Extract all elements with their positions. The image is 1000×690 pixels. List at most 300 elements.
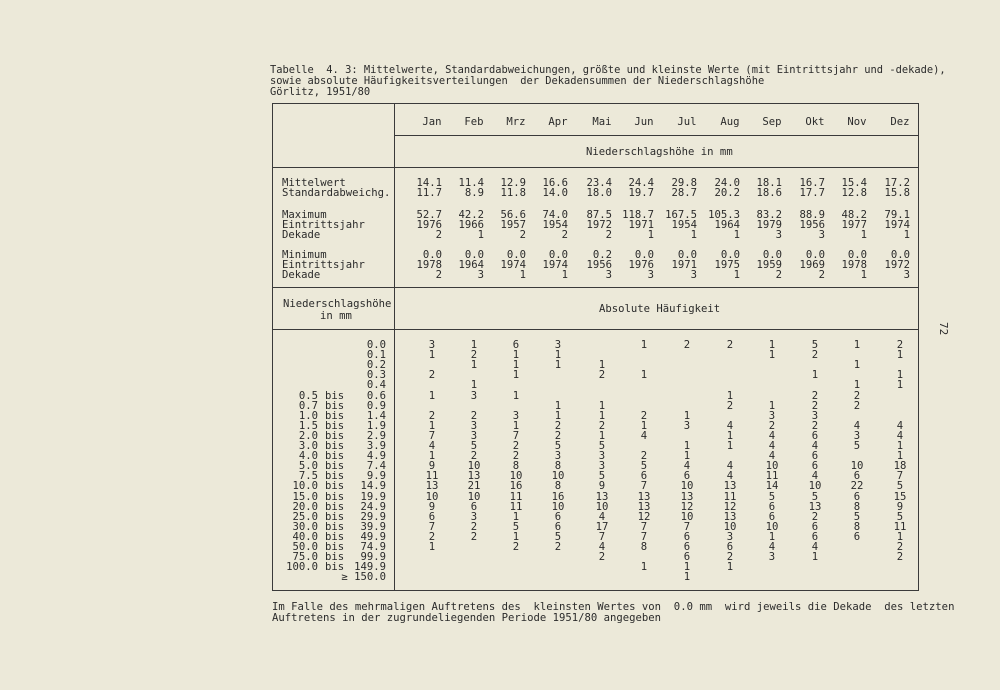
frequency-count: 12 bbox=[680, 501, 694, 513]
frequency-count: 2 bbox=[811, 400, 819, 412]
frequency-count: 5 bbox=[598, 440, 606, 452]
stat-value: 1954 bbox=[542, 219, 568, 231]
frequency-count: 10 bbox=[680, 511, 694, 523]
frequency-count: 5 bbox=[554, 531, 562, 543]
frequency-count: 1 bbox=[768, 400, 776, 412]
class-to: 1.4 bbox=[366, 410, 386, 422]
class-bis: bis bbox=[325, 470, 345, 482]
frequency-count: 2 bbox=[598, 420, 606, 432]
stat-value: 0.0 bbox=[506, 249, 526, 261]
stat-value: 79.1 bbox=[884, 209, 910, 221]
class-from: 7.5 bbox=[298, 470, 318, 482]
stat-value: 19.7 bbox=[628, 187, 654, 199]
class-to: 4.9 bbox=[366, 450, 386, 462]
stat-value: 3 bbox=[647, 269, 654, 281]
stat-value: 87.5 bbox=[586, 209, 612, 221]
stat-value: 1974 bbox=[884, 219, 910, 231]
frequency-count: 3 bbox=[554, 450, 562, 462]
stat-value: 1966 bbox=[458, 219, 484, 231]
stat-value: 3 bbox=[477, 269, 484, 281]
frequency-count: 7 bbox=[428, 521, 436, 533]
stat-value: 16.7 bbox=[799, 177, 825, 189]
class-bis: bis bbox=[325, 410, 345, 422]
stat-value: 1972 bbox=[586, 219, 612, 231]
frequency-count: 10 bbox=[509, 470, 523, 482]
stat-value: 1978 bbox=[841, 259, 867, 271]
frequency-count: 6 bbox=[470, 501, 478, 513]
stat-value: 20.2 bbox=[714, 187, 740, 199]
stat-value: 1977 bbox=[841, 219, 867, 231]
month-header-jul: Jul bbox=[677, 116, 697, 128]
stat-value: 0.2 bbox=[592, 249, 612, 261]
stat-value: 88.9 bbox=[799, 209, 825, 221]
class-from: 1.0 bbox=[298, 410, 318, 422]
frequency-count: 2 bbox=[896, 339, 904, 351]
frequency-count: 10 bbox=[808, 480, 822, 492]
stat-label: Eintrittsjahr bbox=[282, 219, 365, 231]
class-bis: bis bbox=[325, 531, 345, 543]
frequency-count: 2 bbox=[683, 339, 691, 351]
stat-value: 1969 bbox=[799, 259, 825, 271]
table-divider-header bbox=[272, 167, 919, 168]
class-bis: bis bbox=[325, 541, 345, 553]
stat-value: 1974 bbox=[542, 259, 568, 271]
month-header-jun: Jun bbox=[634, 116, 654, 128]
stat-value: 11.8 bbox=[500, 187, 526, 199]
stat-value: 28.7 bbox=[671, 187, 697, 199]
class-to: 39.9 bbox=[360, 521, 386, 533]
frequency-count: 2 bbox=[896, 541, 904, 553]
frequency-count: 2 bbox=[470, 531, 478, 543]
frequency-count: 1 bbox=[853, 359, 861, 371]
class-bis: bis bbox=[325, 420, 345, 432]
stat-value: 16.6 bbox=[542, 177, 568, 189]
frequency-count: 3 bbox=[811, 410, 819, 422]
class-to: 0.4 bbox=[366, 379, 386, 391]
month-header-apr: Apr bbox=[548, 116, 568, 128]
frequency-count: 4 bbox=[768, 541, 776, 553]
stat-value: 15.4 bbox=[841, 177, 867, 189]
frequency-count: 6 bbox=[811, 531, 819, 543]
frequency-count: 5 bbox=[768, 491, 776, 503]
class-from: 5.0 bbox=[298, 460, 318, 472]
stat-value: 2 bbox=[435, 229, 442, 241]
frequency-count: 3 bbox=[853, 430, 861, 442]
frequency-count: 6 bbox=[768, 501, 776, 513]
stat-value: 52.7 bbox=[416, 209, 442, 221]
frequency-count: 2 bbox=[554, 541, 562, 553]
frequency-count: 1 bbox=[853, 339, 861, 351]
class-from: 30.0 bbox=[292, 521, 318, 533]
stat-value: 24.4 bbox=[628, 177, 654, 189]
class-from: 25.0 bbox=[292, 511, 318, 523]
class-to: 0.9 bbox=[366, 400, 386, 412]
stat-value: 18.0 bbox=[586, 187, 612, 199]
frequency-count: 3 bbox=[598, 460, 606, 472]
frequency-count: 6 bbox=[811, 521, 819, 533]
frequency-count: 10 bbox=[467, 460, 481, 472]
frequency-count: 5 bbox=[853, 511, 861, 523]
stat-label: Standardabweichg. bbox=[282, 187, 391, 199]
table-divider-section2 bbox=[272, 287, 919, 288]
frequency-count: 1 bbox=[470, 359, 478, 371]
class-from: 4.0 bbox=[298, 450, 318, 462]
frequency-count: 1 bbox=[512, 420, 520, 432]
class-to: 24.9 bbox=[360, 501, 386, 513]
stat-value: 14.0 bbox=[542, 187, 568, 199]
stat-value: 1971 bbox=[671, 259, 697, 271]
class-to: 0.3 bbox=[366, 369, 386, 381]
frequency-count: 8 bbox=[853, 501, 861, 513]
frequency-count: 1 bbox=[428, 349, 436, 361]
stat-value: 11.4 bbox=[458, 177, 484, 189]
frequency-count: 9 bbox=[598, 480, 606, 492]
class-to: 0.0 bbox=[366, 339, 386, 351]
class-bis: bis bbox=[325, 501, 345, 513]
frequency-count: 7 bbox=[512, 430, 520, 442]
stat-value: 18.6 bbox=[756, 187, 782, 199]
frequency-count: 9 bbox=[428, 460, 436, 472]
frequency-count: 4 bbox=[598, 541, 606, 553]
frequency-count: 7 bbox=[640, 531, 648, 543]
month-header-mrz: Mrz bbox=[506, 116, 526, 128]
frequency-count: 9 bbox=[428, 501, 436, 513]
frequency-count: 2 bbox=[768, 420, 776, 432]
frequency-count: 4 bbox=[811, 440, 819, 452]
stat-value: 1 bbox=[647, 229, 654, 241]
stat-value: 1964 bbox=[714, 219, 740, 231]
stat-value: 29.8 bbox=[671, 177, 697, 189]
class-to: 3.9 bbox=[366, 440, 386, 452]
class-to: 19.9 bbox=[360, 491, 386, 503]
stat-value: 1971 bbox=[628, 219, 654, 231]
stat-value: 0.0 bbox=[422, 249, 442, 261]
frequency-count: 5 bbox=[512, 521, 520, 533]
stat-value: 1 bbox=[860, 269, 867, 281]
frequency-count: 4 bbox=[428, 440, 436, 452]
class-to: 14.9 bbox=[360, 480, 386, 492]
stat-value: 14.1 bbox=[416, 177, 442, 189]
frequency-count: 4 bbox=[598, 511, 606, 523]
frequency-count: 1 bbox=[726, 430, 734, 442]
stat-value: 42.2 bbox=[458, 209, 484, 221]
class-bis: bis bbox=[325, 561, 345, 573]
frequency-count: 18 bbox=[893, 460, 907, 472]
stat-value: 56.6 bbox=[500, 209, 526, 221]
frequency-count: 1 bbox=[428, 420, 436, 432]
frequency-count: 2 bbox=[726, 551, 734, 563]
stat-value: 0.0 bbox=[548, 249, 568, 261]
stat-value: 12.9 bbox=[500, 177, 526, 189]
frequency-count: 2 bbox=[726, 400, 734, 412]
frequency-count: 1 bbox=[683, 410, 691, 422]
frequency-count: 1 bbox=[683, 450, 691, 462]
caption-line-2: sowie absolute Häufigkeitsverteilungen der Dekadensummen der Niederschlagshöhe bbox=[270, 75, 765, 87]
month-header-aug: Aug bbox=[720, 116, 740, 128]
frequency-count: 2 bbox=[470, 410, 478, 422]
footnote-line-2: Auftretens in der zugrundeliegenden Periode 1951/80 angegeben bbox=[272, 612, 662, 624]
frequency-count: 2 bbox=[811, 420, 819, 432]
page-number: 72 bbox=[937, 322, 950, 336]
frequency-count: 11 bbox=[893, 521, 907, 533]
stat-value: 1956 bbox=[799, 219, 825, 231]
frequency-count: 1 bbox=[512, 390, 520, 402]
stat-value: 2 bbox=[519, 229, 526, 241]
frequency-count: 6 bbox=[683, 551, 691, 563]
frequency-count: 8 bbox=[640, 541, 648, 553]
frequency-count: 2 bbox=[598, 551, 606, 563]
stat-value: 1954 bbox=[671, 219, 697, 231]
stat-value: 118.7 bbox=[622, 209, 654, 221]
frequency-count: 1 bbox=[428, 390, 436, 402]
frequency-count: 13 bbox=[467, 470, 481, 482]
stat-value: 1 bbox=[561, 269, 568, 281]
frequency-count: 3 bbox=[768, 410, 776, 422]
class-to: 7.4 bbox=[366, 460, 386, 472]
frequency-count: 6 bbox=[811, 460, 819, 472]
frequency-count: 17 bbox=[595, 521, 609, 533]
frequency-count: 1 bbox=[598, 410, 606, 422]
frequency-count: 5 bbox=[811, 339, 819, 351]
frequency-count: 4 bbox=[811, 470, 819, 482]
stat-value: 74.0 bbox=[542, 209, 568, 221]
stat-value: 1975 bbox=[714, 259, 740, 271]
frequency-count: 11 bbox=[765, 470, 779, 482]
frequency-count: 2 bbox=[428, 410, 436, 422]
stat-value: 2 bbox=[775, 269, 782, 281]
frequency-count: 1 bbox=[896, 450, 904, 462]
frequency-count: 1 bbox=[640, 420, 648, 432]
frequency-count: 13 bbox=[808, 501, 822, 513]
frequency-count: 1 bbox=[640, 369, 648, 381]
stat-value: 0.0 bbox=[805, 249, 825, 261]
frequency-count: 2 bbox=[428, 369, 436, 381]
stat-value: 12.8 bbox=[841, 187, 867, 199]
frequency-count: 4 bbox=[640, 430, 648, 442]
class-bis: bis bbox=[325, 430, 345, 442]
frequency-count: 2 bbox=[470, 450, 478, 462]
frequency-count: 11 bbox=[723, 491, 737, 503]
frequency-count: 1 bbox=[554, 349, 562, 361]
frequency-count: 10 bbox=[680, 480, 694, 492]
stat-value: 8.9 bbox=[464, 187, 484, 199]
frequency-count: 4 bbox=[768, 450, 776, 462]
table-divider-section2-header bbox=[272, 329, 919, 330]
frequency-count: 7 bbox=[640, 521, 648, 533]
month-header-mai: Mai bbox=[592, 116, 612, 128]
frequency-count: 4 bbox=[768, 430, 776, 442]
frequency-count: 6 bbox=[853, 470, 861, 482]
frequency-count: 2 bbox=[853, 400, 861, 412]
frequency-count: 3 bbox=[554, 339, 562, 351]
frequency-count: 3 bbox=[470, 430, 478, 442]
frequency-count: 1 bbox=[512, 359, 520, 371]
frequency-count: 5 bbox=[896, 511, 904, 523]
frequency-count: 1 bbox=[896, 349, 904, 361]
frequency-count: 4 bbox=[811, 541, 819, 553]
class-to: 0.1 bbox=[366, 349, 386, 361]
stat-value: 3 bbox=[690, 269, 697, 281]
class-from: 10.0 bbox=[292, 480, 318, 492]
frequency-count: 8 bbox=[853, 521, 861, 533]
frequency-count: 12 bbox=[723, 501, 737, 513]
section1-header: Niederschlagshöhe in mm bbox=[586, 146, 733, 158]
stat-value: 0.0 bbox=[762, 249, 782, 261]
frequency-count: 3 bbox=[768, 551, 776, 563]
frequency-count: 2 bbox=[726, 339, 734, 351]
frequency-count: 2 bbox=[512, 541, 520, 553]
frequency-count: 22 bbox=[850, 480, 864, 492]
frequency-count: 10 bbox=[467, 491, 481, 503]
frequency-count: 10 bbox=[551, 501, 565, 513]
stat-value: 105.3 bbox=[708, 209, 740, 221]
stat-label: Minimum bbox=[282, 249, 327, 261]
stat-label: Mittelwert bbox=[282, 177, 346, 189]
frequency-count: 1 bbox=[470, 379, 478, 391]
frequency-count: 1 bbox=[811, 369, 819, 381]
class-from: 40.0 bbox=[292, 531, 318, 543]
frequency-count: 1 bbox=[512, 511, 520, 523]
class-to: 0.2 bbox=[366, 359, 386, 371]
stat-value: 2 bbox=[561, 229, 568, 241]
class-from: 2.0 bbox=[298, 430, 318, 442]
frequency-count: 2 bbox=[554, 430, 562, 442]
frequency-count: 11 bbox=[509, 491, 523, 503]
stat-label: Dekade bbox=[282, 269, 321, 281]
frequency-count: 6 bbox=[811, 450, 819, 462]
month-header-nov: Nov bbox=[847, 116, 867, 128]
stat-value: 1957 bbox=[500, 219, 526, 231]
stat-value: 3 bbox=[903, 269, 910, 281]
frequency-count: 2 bbox=[811, 349, 819, 361]
stat-value: 0.0 bbox=[634, 249, 654, 261]
month-header-jan: Jan bbox=[422, 116, 442, 128]
stat-value: 1956 bbox=[586, 259, 612, 271]
frequency-count: 10 bbox=[850, 460, 864, 472]
stat-value: 2 bbox=[818, 269, 825, 281]
frequency-count: 6 bbox=[768, 511, 776, 523]
frequency-count: 5 bbox=[470, 440, 478, 452]
class-to: ≥ 150.0 bbox=[341, 571, 386, 583]
frequency-count: 6 bbox=[683, 531, 691, 543]
class-bis: bis bbox=[325, 521, 345, 533]
frequency-count: 1 bbox=[598, 430, 606, 442]
frequency-count: 10 bbox=[595, 501, 609, 513]
stat-value: 1976 bbox=[628, 259, 654, 271]
stat-value: 1 bbox=[519, 269, 526, 281]
class-bis: bis bbox=[325, 440, 345, 452]
frequency-count: 2 bbox=[811, 511, 819, 523]
class-to: 99.9 bbox=[360, 551, 386, 563]
frequency-count: 11 bbox=[425, 470, 439, 482]
frequency-count: 3 bbox=[726, 531, 734, 543]
stat-label: Eintrittsjahr bbox=[282, 259, 365, 271]
frequency-count: 1 bbox=[683, 571, 691, 583]
frequency-count: 13 bbox=[680, 491, 694, 503]
class-bis: bis bbox=[325, 480, 345, 492]
footnote-line-1: Im Falle des mehrmaligen Auftretens des kleinsten Wertes von 0.0 mm wird jeweils die Dekade des letzten bbox=[272, 601, 955, 613]
class-to: 149.9 bbox=[354, 561, 386, 573]
stat-value: 24.0 bbox=[714, 177, 740, 189]
stat-value: 1 bbox=[733, 229, 740, 241]
stat-label: Dekade bbox=[282, 229, 321, 241]
frequency-count: 8 bbox=[554, 460, 562, 472]
frequency-count: 10 bbox=[765, 521, 779, 533]
class-to: 49.9 bbox=[360, 531, 386, 543]
frequency-count: 1 bbox=[726, 390, 734, 402]
stat-value: 23.4 bbox=[586, 177, 612, 189]
month-header-feb: Feb bbox=[464, 116, 484, 128]
frequency-count: 6 bbox=[683, 470, 691, 482]
class-bis: bis bbox=[325, 400, 345, 412]
frequency-count: 1 bbox=[598, 400, 606, 412]
class-to: 9.9 bbox=[366, 470, 386, 482]
frequency-count: 5 bbox=[811, 491, 819, 503]
table-divider-months bbox=[394, 135, 919, 136]
class-to: 2.9 bbox=[366, 430, 386, 442]
frequency-count: 2 bbox=[470, 349, 478, 361]
frequency-count: 1 bbox=[512, 349, 520, 361]
month-header-dez: Dez bbox=[890, 116, 910, 128]
frequency-count: 7 bbox=[640, 480, 648, 492]
frequency-count: 1 bbox=[683, 440, 691, 452]
frequency-count: 5 bbox=[853, 440, 861, 452]
frequency-count: 6 bbox=[853, 531, 861, 543]
stat-value: 1 bbox=[903, 229, 910, 241]
frequency-count: 3 bbox=[470, 390, 478, 402]
class-from: 3.0 bbox=[298, 440, 318, 452]
frequency-count: 6 bbox=[811, 430, 819, 442]
frequency-count: 1 bbox=[512, 369, 520, 381]
class-to: 74.9 bbox=[360, 541, 386, 553]
frequency-count: 4 bbox=[853, 420, 861, 432]
frequency-count: 3 bbox=[428, 339, 436, 351]
class-bis: bis bbox=[325, 390, 345, 402]
frequency-count: 4 bbox=[726, 420, 734, 432]
frequency-count: 4 bbox=[896, 430, 904, 442]
stat-value: 1972 bbox=[884, 259, 910, 271]
frequency-count: 11 bbox=[509, 501, 523, 513]
frequency-count: 5 bbox=[640, 460, 648, 472]
frequency-count: 1 bbox=[640, 339, 648, 351]
class-from: 20.0 bbox=[292, 501, 318, 513]
frequency-count: 21 bbox=[467, 480, 481, 492]
frequency-count: 8 bbox=[512, 460, 520, 472]
frequency-count: 1 bbox=[428, 541, 436, 553]
frequency-count: 1 bbox=[554, 359, 562, 371]
month-header-sep: Sep bbox=[762, 116, 782, 128]
class-to: 0.6 bbox=[366, 390, 386, 402]
frequency-count: 1 bbox=[726, 440, 734, 452]
frequency-count: 6 bbox=[640, 470, 648, 482]
frequency-count: 9 bbox=[896, 501, 904, 513]
class-from: 50.0 bbox=[292, 541, 318, 553]
frequency-count: 10 bbox=[425, 491, 439, 503]
stat-value: 3 bbox=[605, 269, 612, 281]
class-to: 29.9 bbox=[360, 511, 386, 523]
frequency-count: 1 bbox=[896, 440, 904, 452]
class-bis: bis bbox=[325, 460, 345, 472]
frequency-count: 13 bbox=[425, 480, 439, 492]
frequency-count: 1 bbox=[428, 450, 436, 462]
frequency-count: 1 bbox=[598, 359, 606, 371]
stat-value: 1 bbox=[690, 229, 697, 241]
frequency-count: 3 bbox=[470, 420, 478, 432]
frequency-count: 7 bbox=[683, 521, 691, 533]
class-from: 100.0 bbox=[286, 561, 318, 573]
frequency-count: 2 bbox=[598, 369, 606, 381]
stat-value: 18.1 bbox=[756, 177, 782, 189]
